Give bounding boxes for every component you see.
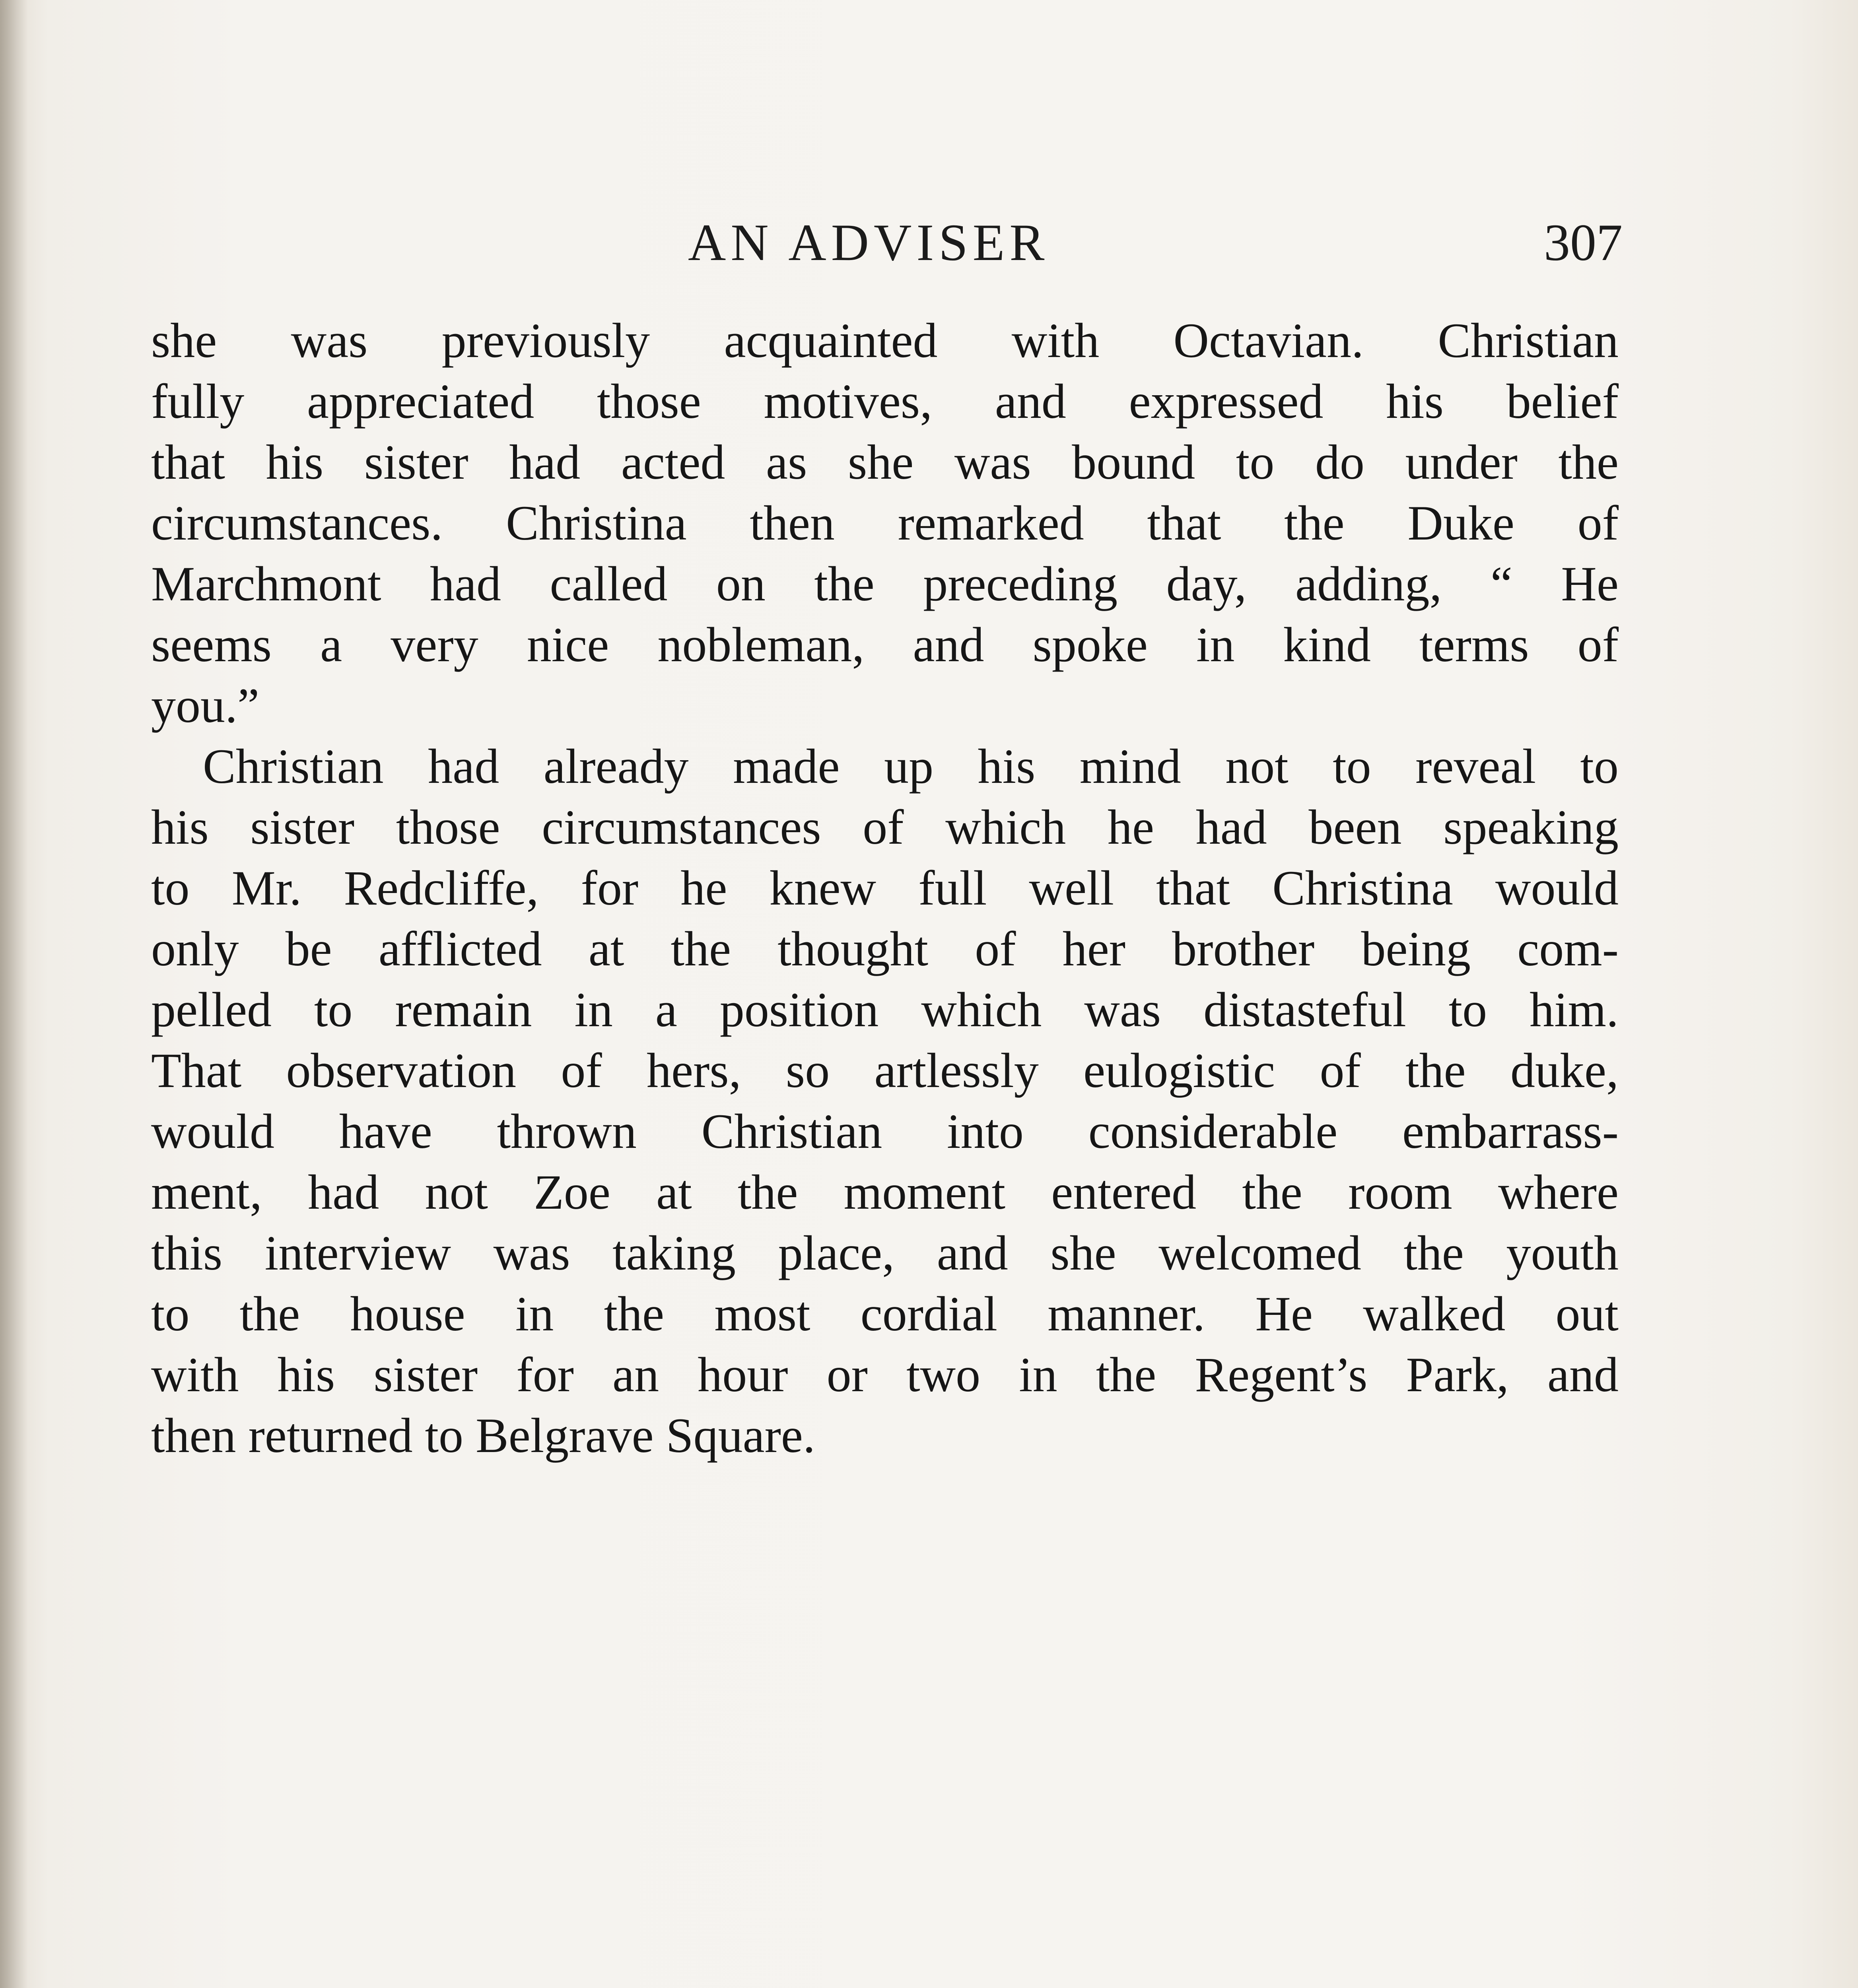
text-line: pelled to remain in a position which was distasteful to him. — [151, 982, 1619, 1037]
running-head — [151, 211, 1623, 282]
text-line: ment, had not Zoe at the moment entered the room where — [151, 1165, 1619, 1219]
text-line: to the house in the most cordial manner. He walked out — [151, 1287, 1619, 1341]
paragraph-1 — [151, 310, 1619, 736]
text-line: circumstances. Christina then remarked that the Duke of — [151, 496, 1619, 550]
text-line: Christian had already made up his mind not to reveal to — [203, 739, 1619, 794]
page-number: 307 — [1544, 213, 1623, 272]
binding-shadow — [0, 0, 28, 1988]
text-line: then returned to Belgrave Square. — [151, 1408, 815, 1463]
body-text — [151, 310, 1619, 1466]
text-line: she was previously acquainted with Octavian. Christian — [151, 313, 1619, 368]
paragraph-2 — [151, 736, 1619, 1466]
text-line: to Mr. Redcliffe, for he knew full well that Christina would — [151, 861, 1619, 915]
text-line: that his sister had acted as she was bound to do under the — [151, 435, 1619, 489]
text-line: Marchmont had called on the preceding day, adding, “ He — [151, 557, 1619, 611]
text-line: this interview was taking place, and she welcomed the youth — [151, 1226, 1619, 1280]
text-line: fully appreciated those motives, and expressed his belief — [151, 374, 1619, 429]
text-line: seems a very nice nobleman, and spoke in kind terms of — [151, 617, 1619, 672]
text-line: would have thrown Christian into considerable embarrass- — [151, 1104, 1619, 1159]
running-title: AN ADVISER — [688, 213, 1049, 272]
text-line: you.” — [151, 678, 260, 733]
text-line: with his sister for an hour or two in the Regent’s Park, and — [151, 1347, 1619, 1402]
text-line: That observation of hers, so artlessly eulogistic of the duke, — [151, 1043, 1619, 1098]
text-line: only be afflicted at the thought of her brother being com- — [151, 922, 1619, 976]
text-line: his sister those circumstances of which he had been speaking — [151, 800, 1619, 854]
